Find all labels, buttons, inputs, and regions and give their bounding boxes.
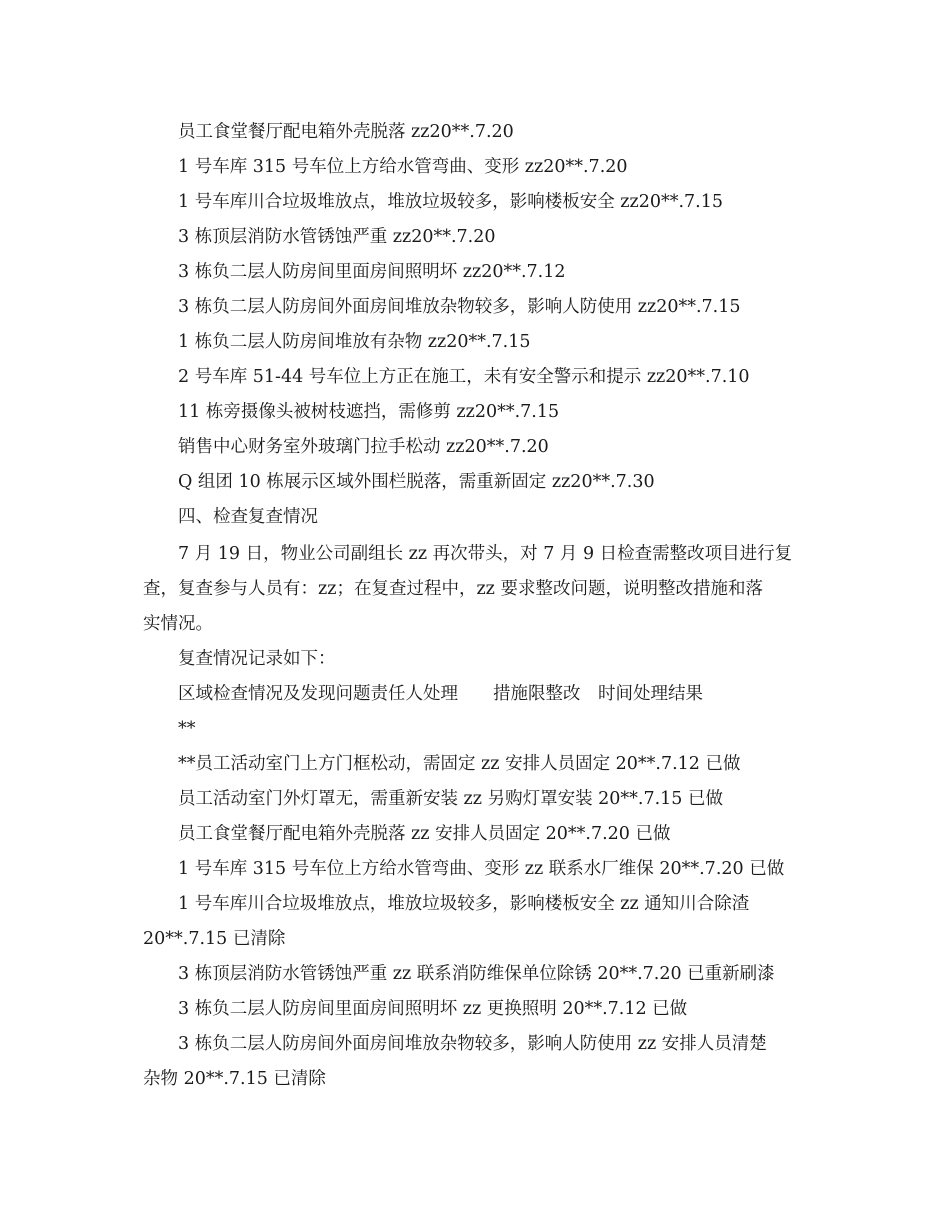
record-line: 20**.7.15 已清除 bbox=[143, 929, 286, 949]
stars-line: ** bbox=[178, 719, 196, 739]
section-heading: 四、检查复查情况 bbox=[178, 507, 318, 527]
paragraph-line: 7 月 19 日，物业公司副组长 zz 再次带头，对 7 月 9 日检查需整改项目进行复 bbox=[178, 544, 793, 564]
issue-line: 1 栋负二层人防房间堆放有杂物 zz20**.7.15 bbox=[178, 332, 531, 352]
record-line: 1 号车库川合垃圾堆放点，堆放垃圾较多，影响楼板安全 zz 通知川合除渣 bbox=[178, 894, 750, 914]
issue-line: 2 号车库 51-44 号车位上方正在施工，未有安全警示和提示 zz20**.7.10 bbox=[178, 367, 750, 387]
issue-line: 11 栋旁摄像头被树枝遮挡，需修剪 zz20**.7.15 bbox=[178, 402, 560, 422]
issue-line: 员工食堂餐厅配电箱外壳脱落 zz20**.7.20 bbox=[178, 122, 514, 142]
record-line: 1 号车库 315 号车位上方给水管弯曲、变形 zz 联系水厂维保 20**.7.20 已做 bbox=[178, 859, 785, 879]
issue-line: 3 栋顶层消防水管锈蚀严重 zz20**.7.20 bbox=[178, 227, 496, 247]
issue-line: 3 栋负二层人防房间里面房间照明坏 zz20**.7.12 bbox=[178, 262, 566, 282]
table-header: 区域检查情况及发现问题责任人处理 措施限整改 时间处理结果 bbox=[178, 684, 703, 704]
issue-line: 3 栋负二层人防房间外面房间堆放杂物较多，影响人防使用 zz20**.7.15 bbox=[178, 297, 741, 317]
record-line: 3 栋顶层消防水管锈蚀严重 zz 联系消防维保单位除锈 20**.7.20 已重新刷漆 bbox=[178, 964, 775, 984]
record-line: 员工活动室门外灯罩无，需重新安装 zz 另购灯罩安装 20**.7.15 已做 bbox=[178, 789, 723, 809]
record-line: 杂物 20**.7.15 已清除 bbox=[143, 1069, 326, 1089]
issue-line: 1 号车库 315 号车位上方给水管弯曲、变形 zz20**.7.20 bbox=[178, 157, 628, 177]
record-line: **员工活动室门上方门框松动，需固定 zz 安排人员固定 20**.7.12 已做 bbox=[178, 754, 741, 774]
paragraph-line: 实情况。 bbox=[143, 614, 213, 634]
record-line: 3 栋负二层人防房间外面房间堆放杂物较多，影响人防使用 zz 安排人员清楚 bbox=[178, 1034, 767, 1054]
issue-line: Q 组团 10 栋展示区域外围栏脱落，需重新固定 zz20**.7.30 bbox=[178, 472, 655, 492]
issue-line: 销售中心财务室外玻璃门拉手松动 zz20**.7.20 bbox=[178, 437, 549, 457]
issue-line: 1 号车库川合垃圾堆放点，堆放垃圾较多，影响楼板安全 zz20**.7.15 bbox=[178, 192, 723, 212]
record-intro: 复查情况记录如下： bbox=[178, 649, 336, 669]
record-line: 员工食堂餐厅配电箱外壳脱落 zz 安排人员固定 20**.7.20 已做 bbox=[178, 824, 671, 844]
paragraph-line: 查，复查参与人员有：zz；在复查过程中，zz 要求整改问题，说明整改措施和落 bbox=[143, 579, 763, 599]
record-line: 3 栋负二层人防房间里面房间照明坏 zz 更换照明 20**.7.12 已做 bbox=[178, 999, 688, 1019]
